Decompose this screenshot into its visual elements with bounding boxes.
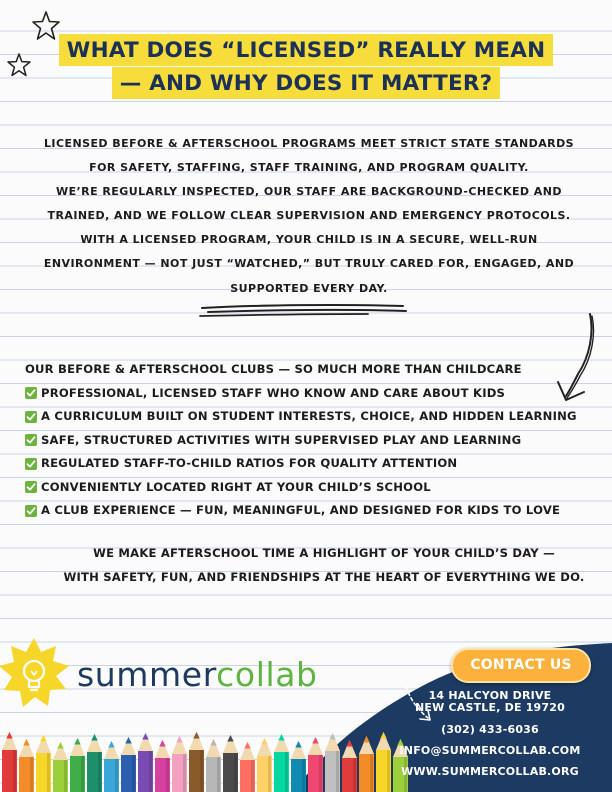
intro-line: LICENSED BEFORE & AFTERSCHOOL PROGRAMS MEET STRICT STATE STANDARDS [43,137,575,150]
pencil [155,740,170,792]
lightbulb-sun-logo-icon [0,636,76,714]
pencil [274,734,289,792]
email-link[interactable]: INFO@SUMMERCOLLAB.COM [399,744,581,757]
list-item-text: PROFESSIONAL, LICENSED STAFF WHO KNOW AND CARE ABOUT KIDS [41,385,506,400]
intro-line: ENVIRONMENT — NOT JUST “WATCHED,” BUT TRULY CARED FOR, ENGAGED, AND [43,257,575,271]
address-line-2: NEW CASTLE, DE 19720 [415,701,565,714]
intro-line: TRAINED, AND WE FOLLOW CLEAR SUPERVISION AND EMERGENCY PROTOCOLS. [47,209,571,223]
website-link[interactable]: WWW.SUMMERCOLLAB.ORG [401,765,579,778]
closing-line: WE MAKE AFTERSCHOOL TIME A HIGHLIGHT OF YOUR CHILD’S DAY — [93,546,555,560]
pencil [53,742,68,792]
pencil [70,738,85,792]
pencil [138,733,153,792]
brand-name-part2: collab [216,655,318,694]
pencil [342,740,357,792]
intro-line: FOR SAFETY, STAFFING, STAFF TRAINING, AND PROGRAM QUALITY. [89,161,529,175]
pencil [19,739,34,792]
pencil [104,741,119,792]
list-item-text: A CLUB EXPERIENCE — FUN, MEANINGFUL, AND DESIGNED FOR KIDS TO LOVE [41,503,561,517]
list-item-text: A CURRICULUM BUILT ON STUDENT INTERESTS, CHOICE, AND HIDDEN LEARNING [41,409,577,423]
closing-line: WITH SAFETY, FUN, AND FRIENDSHIPS AT THE HEART OF EVERYTHING WE DO. [63,570,585,584]
contact-us-button[interactable]: CONTACT US [451,648,591,683]
pencil [206,739,221,792]
list-item-text: SAFE, STRUCTURED ACTIVITIES WITH SUPERVISED PLAY AND LEARNING [41,432,522,447]
pencil [36,735,51,792]
list-item-text: REGULATED STAFF-TO-CHILD RATIOS FOR QUALITY ATTENTION [41,456,458,470]
pencil [359,736,374,792]
title-line-2: — AND WHY DOES IT MATTER? [112,67,501,99]
colored-pencils-illustration [0,712,420,792]
intro-line: SUPPORTED EVERY DAY. [230,281,388,295]
pencil [325,733,340,792]
pencil [257,738,272,792]
pencil [121,737,136,792]
address [390,690,590,714]
address-line-1: 14 HALCYON DRIVE [428,689,552,702]
intro-line: WITH A LICENSED PROGRAM, YOUR CHILD IS IN A SECURE, WELL-RUN [80,233,538,247]
pencil [308,737,323,792]
clubs-heading: OUR BEFORE & AFTERSCHOOL CLUBS — SO MUCH MORE THAN CHILDCARE [25,362,522,376]
intro-line: WE’RE REGULARLY INSPECTED, OUR STAFF ARE BACKGROUND-CHECKED AND [56,185,562,199]
pencil [376,732,391,792]
pencil [172,736,187,792]
pencil [240,742,255,792]
pencil [223,735,238,792]
phone-number[interactable]: (302) 433-6036 [441,723,539,736]
pencil [291,741,306,792]
pencil [2,732,17,792]
list-item-text: CONVENIENTLY LOCATED RIGHT AT YOUR CHILD’S SCHOOL [41,479,431,494]
contact-details [390,690,590,778]
title-line-1: WHAT DOES “LICENSED” REALLY MEAN [59,34,554,66]
brand-logo [77,655,318,695]
brand-name-part1: summer [77,655,217,694]
pencil [87,734,102,792]
pencil [189,732,204,792]
